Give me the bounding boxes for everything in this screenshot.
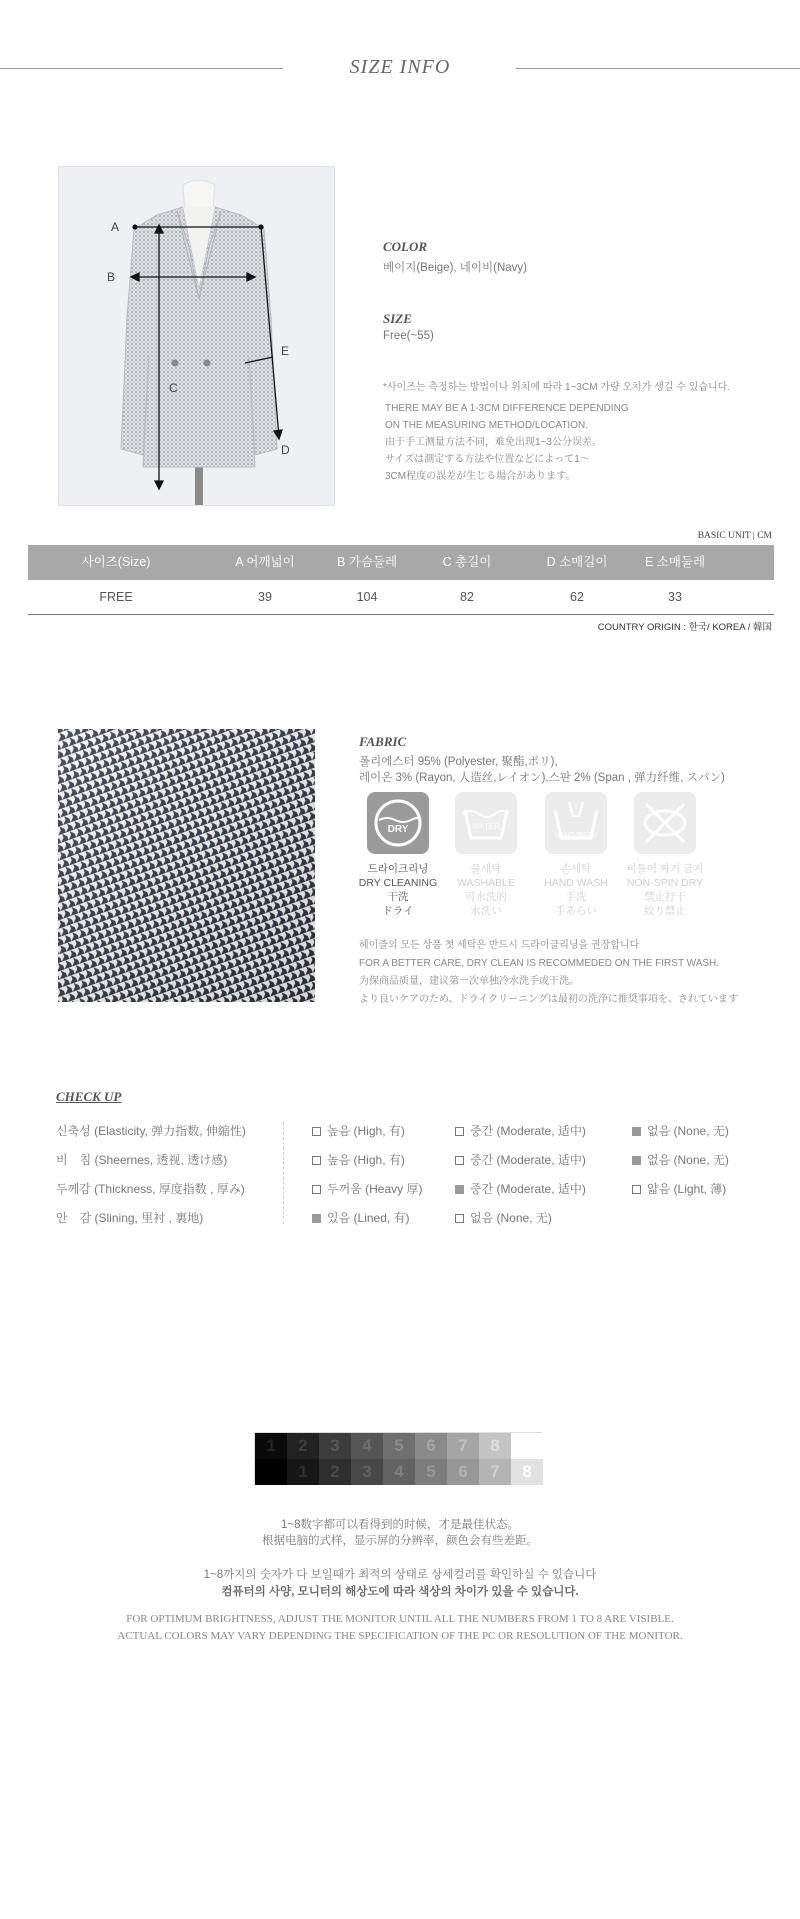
hand-wash-icon <box>545 792 607 854</box>
calibration-en: FOR OPTIMUM BRIGHTNESS, ADJUST THE MONITOR UNTIL ALL THE NUMBERS FROM 1 TO 8 ARE VISIBLE. ACTUAL COLORS MAY VARY DEPENDING THE SPECIFICATION OF THE PC OR RESOLUTION OF THE MONITOR. <box>117 1613 683 1642</box>
fabric-label: FABRIC <box>359 734 407 749</box>
diagram-label-e: E <box>281 344 290 358</box>
size-table-header <box>28 545 774 580</box>
calibration-bottom-cell-4: 4 <box>383 1459 415 1485</box>
calibration-strip <box>254 1432 542 1484</box>
check-up-divider <box>283 1122 284 1224</box>
calibration-top-cell-4: 5 <box>383 1433 415 1459</box>
no-spin-dry-label: 비틀어 짜기 금지 NON-SPIN DRY 禁止拧干 絞り禁止 <box>626 863 704 917</box>
water-wash-icon <box>455 792 517 854</box>
row-a: 39 <box>258 590 272 604</box>
lining-label: 안 감 (Slining, 里衬 , 裏地) <box>56 1211 204 1225</box>
diagram-label-d: D <box>281 443 290 457</box>
thickness-light: 얇음 (Light, 薄) <box>632 1180 726 1197</box>
row-c: 82 <box>460 590 474 604</box>
hand-wash-label: 손세탁 HAND WASH 手洗 手あらい <box>544 863 608 917</box>
calibration-bottom-cell-3: 3 <box>351 1459 383 1485</box>
a-col-header: A 어깨넓이 <box>235 555 295 569</box>
b-col-header: B 가슴둘레 <box>336 555 398 569</box>
elasticity-high: 높음 (High, 有) <box>312 1122 405 1139</box>
basic-unit-label: BASIC UNIT | CM <box>697 531 772 541</box>
diagram-label-a: A <box>111 220 120 234</box>
e-col-header: E 소매둘레 <box>644 555 706 569</box>
dry-badge: DRY <box>387 824 409 835</box>
check-up-title: CHECK UP <box>56 1089 122 1104</box>
table-row <box>28 580 774 615</box>
row-d: 62 <box>570 590 584 604</box>
dry-clean-icon <box>367 792 429 854</box>
country-origin: COUNTRY ORIGIN : 한국/ KOREA / 韓国 <box>597 622 772 633</box>
calibration-top-cell-1: 2 <box>287 1433 319 1459</box>
care-note-jp: より良いケアのため、ドライクリーニングは最初の洗浄に推奨事項を、されています <box>359 994 738 1005</box>
no-spin-dry-icon <box>634 792 696 854</box>
size-note-jp-2: 3CM程度の誤差が生じる場合があります。 <box>385 471 576 482</box>
calibration-top-cell-6: 7 <box>447 1433 479 1459</box>
houndstooth-swatch <box>58 729 315 1002</box>
calibration-cn: 1~8数字都可以看得到的时候，才是最佳状态。 根据电脑的式样，显示屏的分辨率，颜色会有些差距。 <box>262 1519 538 1547</box>
size-note-jp-1: サイズは測定する方法や位置などによって1～ <box>385 454 590 465</box>
size-note-cn: 由于手工测量方法不同，难免出现1~3公分误差。 <box>385 437 602 448</box>
calibration-bottom-cell-0 <box>255 1459 287 1485</box>
diagram-label-b: B <box>107 270 116 284</box>
size-value: Free(~55) <box>383 330 434 342</box>
color-value: 베이지(Beige), 네이비(Navy) <box>383 262 527 274</box>
page-title: SIZE INFO <box>349 56 451 78</box>
row-e: 33 <box>668 590 682 604</box>
row-size: FREE <box>99 590 133 604</box>
hand-wash-badge: HAND WASH <box>554 832 598 839</box>
sheerness-label: 비 침 (Sheernes, 透视, 透け感) <box>56 1153 228 1167</box>
calibration-top-cell-8 <box>511 1433 543 1459</box>
size-note-en-2: ON THE MEASURING METHOD/LOCATION. <box>385 420 588 431</box>
calibration-top-cell-5: 6 <box>415 1433 447 1459</box>
c-col-header: C 총길이 <box>442 555 492 569</box>
size-col-header: 사이즈(Size) <box>81 555 151 569</box>
calibration-bottom-cell-8: 8 <box>511 1459 543 1485</box>
calibration-bottom-cell-5: 5 <box>415 1459 447 1485</box>
coat-illustration <box>59 167 335 506</box>
sheerness-none: 없음 (None, 无) <box>632 1151 729 1168</box>
care-note-kr: 헤이즐의 모든 상품 첫 세탁은 반드시 드라이클리닝을 권장합니다 <box>359 940 640 951</box>
sheerness-moderate: 중간 (Moderate, 适中) <box>455 1151 586 1168</box>
thickness-heavy: 두꺼움 (Heavy 厚) <box>312 1180 422 1197</box>
color-label: COLOR <box>383 239 428 254</box>
calibration-top-cell-7: 8 <box>479 1433 511 1459</box>
fabric-swatch <box>58 729 315 1002</box>
thickness-label: 두께감 (Thickness, 厚度指数 , 厚み) <box>56 1182 245 1196</box>
care-note-cn: 为保商品质量，建议第一次单独冷水洗手或干洗。 <box>359 976 579 987</box>
lining-lined: 있음 (Lined, 有) <box>312 1209 410 1226</box>
fabric-line-2: 레이온 3% (Rayon, 人造丝,レイオン),스판 2% (Span , 弹力纤维, スパン) <box>359 772 725 784</box>
elasticity-none: 없음 (None, 无) <box>632 1122 729 1139</box>
care-notes <box>359 937 738 1009</box>
calibration-bottom-cell-2: 2 <box>319 1459 351 1485</box>
size-note-en-1: THERE MAY BE A 1-3CM DIFFERENCE DEPENDING <box>385 403 629 414</box>
diagram-label-c: C <box>169 381 178 395</box>
lining-none: 없음 (None, 无) <box>455 1209 552 1226</box>
water-wash-label: 물세탁 WASHABLE 可水洗的 水洗い <box>457 863 515 917</box>
size-note-kr: *사이즈는 측정하는 방법이나 위치에 따라 1~3CM 가량 오차가 생길 수 있습니다. <box>383 382 731 393</box>
fabric-line-1: 폴리에스터 95% (Polyester, 聚酯,ポリ), <box>359 756 558 768</box>
row-b: 104 <box>356 590 378 604</box>
calibration-bottom-cell-6: 6 <box>447 1459 479 1485</box>
water-badge: WATER <box>472 822 500 831</box>
elasticity-moderate: 중간 (Moderate, 适中) <box>455 1122 586 1139</box>
sheerness-high: 높음 (High, 有) <box>312 1151 405 1168</box>
size-label: SIZE <box>383 311 412 326</box>
care-note-en: FOR A BETTER CARE, DRY CLEAN IS RECOMMEDED ON THE FIRST WASH. <box>359 958 720 969</box>
dry-clean-label: 드라이크리닝 DRY CLEANING 干洗 ドライ <box>358 863 438 917</box>
product-diagram <box>58 166 335 506</box>
calibration-bottom-cell-7: 7 <box>479 1459 511 1485</box>
calibration-kr: 1~8까지의 숫자가 다 보일때가 최적의 상태로 상세컬러를 확인하실 수 있습니다 컴퓨터의 사양, 모니터의 해상도에 따라 색상의 차이가 있을 수 있습니다. <box>203 1569 597 1598</box>
calibration-top-cell-2: 3 <box>319 1433 351 1459</box>
d-col-header: D 소매길이 <box>546 555 608 569</box>
size-notes <box>383 379 730 485</box>
calibration-bottom-cell-1: 1 <box>287 1459 319 1485</box>
elasticity-label: 신축성 (Elasticity, 弹力指数, 伸縮性) <box>56 1124 246 1138</box>
calibration-top-cell-0: 1 <box>255 1433 287 1459</box>
thickness-moderate: 중간 (Moderate, 适中) <box>455 1180 586 1197</box>
calibration-top-cell-3: 4 <box>351 1433 383 1459</box>
